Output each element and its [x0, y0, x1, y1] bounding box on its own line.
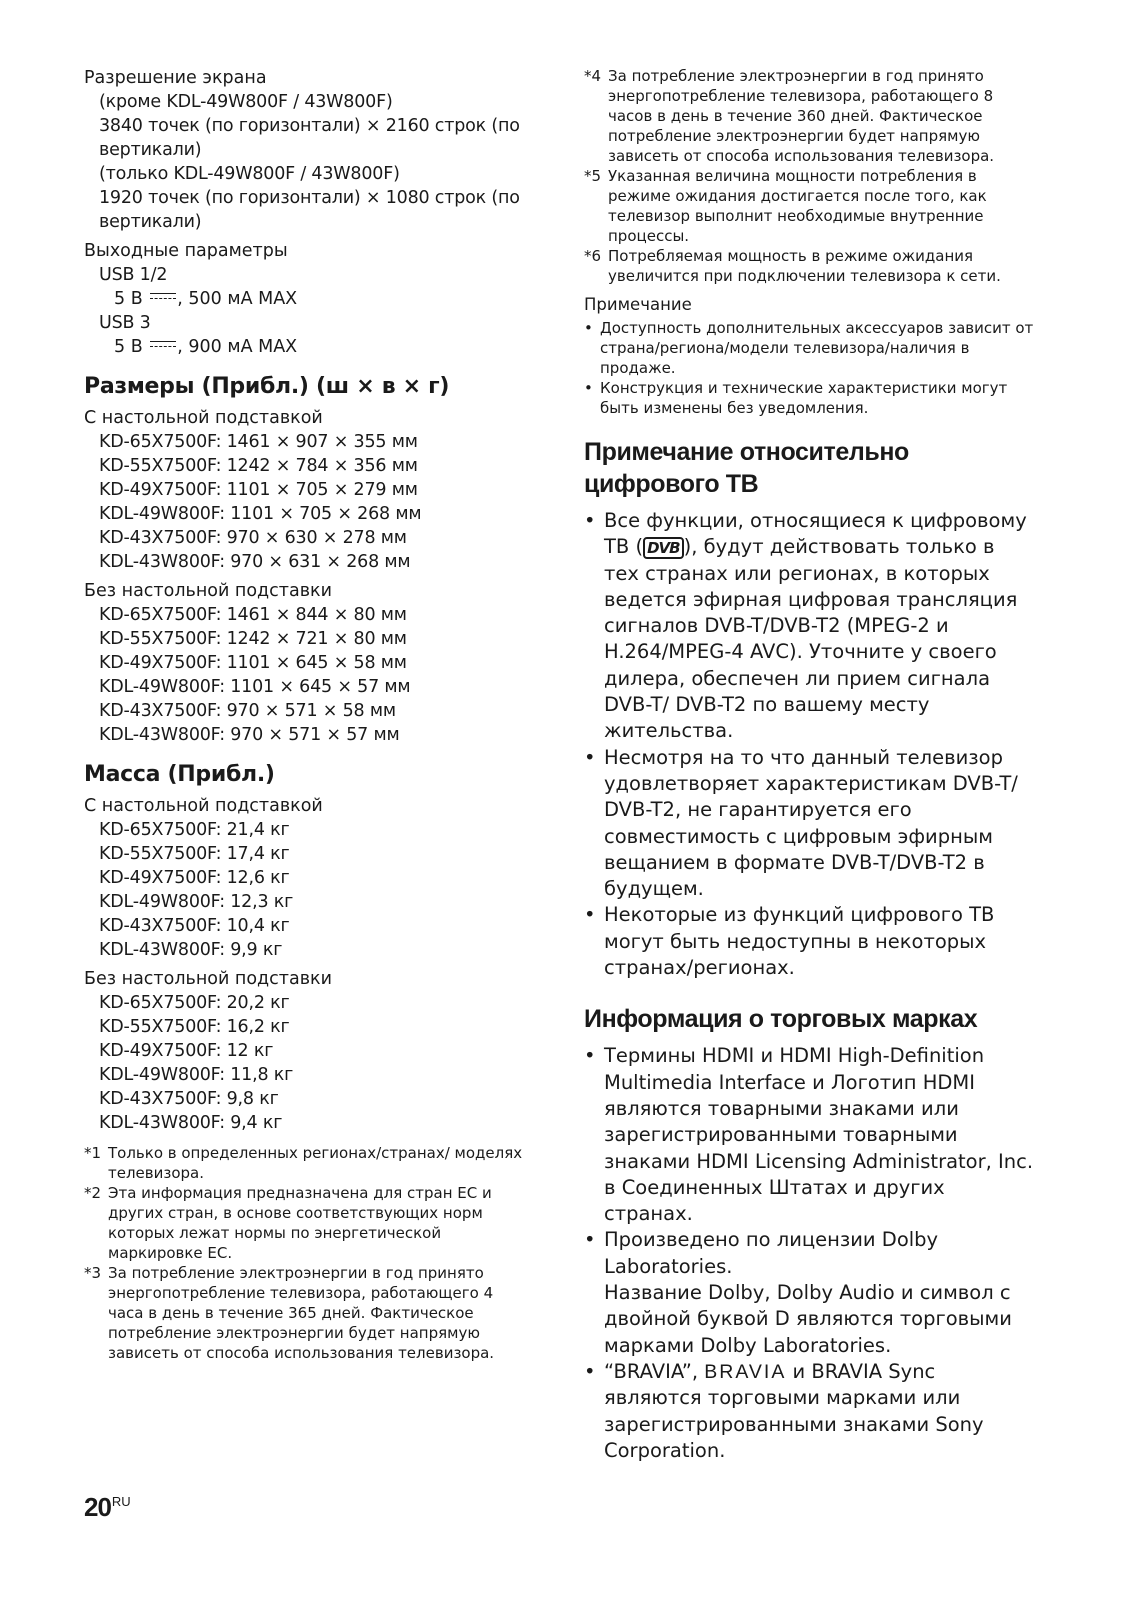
- bullet-icon: •: [584, 745, 596, 769]
- dimension-item: KD-55X7500F: 1242 × 784 × 356 мм: [99, 456, 418, 476]
- dimension-item: KDL-49W800F: 1101 × 645 × 57 мм: [99, 677, 411, 697]
- usb12-current: , 500 мА MAX: [177, 289, 298, 309]
- dimension-item: KD-43X7500F: 970 × 571 × 58 мм: [99, 701, 396, 721]
- mass-item: KD-43X7500F: 9,8 кг: [99, 1089, 279, 1109]
- dc-symbol-icon: [150, 293, 176, 301]
- trademark-text: Термины HDMI и HDMI High-Definition Multimedia Interface и Логотип HDMI являются товарными знаками или зарегистрированными товарными знаками HDMI Licensing Administrator, Inc. в Соединенных Штатах и других странах.: [604, 1044, 1034, 1226]
- footnote: [584, 166, 1034, 246]
- trademarks-heading: Информация о торговых марках: [584, 1005, 978, 1034]
- note-item: [584, 378, 1034, 418]
- footnote-text: За потребление электроэнергии в год принято энергопотребление телевизора, работающего 8 часов в день в течение 360 дней. Фактическое потребление электроэнергии будет напрямую зависеть от способа использования телевизора.: [608, 67, 995, 165]
- note-text: Конструкция и технические характеристики могут быть изменены без уведомления.: [600, 379, 1008, 417]
- footnote-mark: *4: [584, 67, 602, 85]
- usb3-value: [84, 335, 524, 359]
- digital-tv-text: Некоторые из функций цифрового ТВ могут быть недоступны в некоторых странах/регионах.: [604, 903, 995, 980]
- digital-tv-item: [584, 745, 1034, 903]
- mass-item: KD-49X7500F: 12 кг: [99, 1041, 274, 1061]
- trademark-item: [584, 1043, 1034, 1227]
- mass-item: KDL-49W800F: 12,3 кг: [99, 892, 294, 912]
- dimension-item: KD-65X7500F: 1461 × 907 × 355 мм: [99, 432, 418, 452]
- bravia-logo: BRAVIA: [704, 1360, 787, 1383]
- bullet-icon: •: [584, 509, 596, 532]
- resolution-line: 1920 точек (по горизонтали) × 1080 строк (по вертикали): [99, 188, 520, 232]
- trademark-text: и BRAVIA Sync являются торговыми марками или зарегистрированными знаками Sony Corporation.: [604, 1359, 984, 1462]
- trademark-text: “BRAVIA”,: [604, 1359, 699, 1383]
- footnotes-left: [84, 1143, 524, 1363]
- mass-item: KD-49X7500F: 12,6 кг: [99, 868, 290, 888]
- footnote: [84, 1143, 524, 1183]
- footnote-mark: *5: [584, 167, 602, 185]
- dimensions-without-stand: [84, 579, 524, 747]
- footnote-mark: *6: [584, 247, 602, 265]
- resolution-section: [84, 66, 524, 234]
- digital-tv-text: Все функции, относящиеся к цифровому ТВ (: [604, 509, 1027, 559]
- bullet-icon: •: [584, 1228, 596, 1252]
- resolution-line: (кроме KDL-49W800F / 43W800F): [99, 92, 393, 112]
- usb12-volt: 5 В: [114, 289, 143, 309]
- trademark-text: Название Dolby, Dolby Audio и символ с двойной буквой D являются торговыми марками Dolby Laboratories.: [604, 1281, 1012, 1357]
- digital-tv-item: [584, 508, 1034, 745]
- page-number: [84, 1492, 131, 1523]
- footnote-text: Указанная величина мощности потребления в режиме ожидания достигается после того, как телевизор выполнит необходимые внутренние процессы.: [608, 167, 987, 245]
- note-title: Примечание: [584, 295, 692, 314]
- footnote-text: Эта информация предназначена для стран ЕС и других стран, в основе соответствующих норм которых лежат нормы по энергетической маркировке ЕС.: [108, 1184, 492, 1262]
- dimension-item: KD-49X7500F: 1101 × 705 × 279 мм: [99, 480, 418, 500]
- resolution-line: (только KDL-49W800F / 43W800F): [99, 164, 400, 184]
- bullet-icon: •: [584, 379, 593, 397]
- usb12-value: [84, 287, 524, 311]
- resolution-label: Разрешение экрана: [84, 68, 267, 88]
- bullet-icon: •: [584, 903, 596, 927]
- mass-item: KDL-43W800F: 9,4 кг: [99, 1113, 283, 1133]
- digital-tv-item: [584, 902, 1034, 981]
- footnote-text: Только в определенных регионах/странах/ моделях телевизора.: [108, 1144, 523, 1182]
- footnote-mark: *2: [84, 1184, 102, 1202]
- mass-item: KD-55X7500F: 17,4 кг: [99, 844, 290, 864]
- left-column: [84, 66, 524, 1363]
- mass-item: KD-55X7500F: 16,2 кг: [99, 1017, 290, 1037]
- note-item: [584, 318, 1034, 378]
- dimension-item: KDL-43W800F: 970 × 571 × 57 мм: [99, 725, 400, 745]
- footnote: [84, 1263, 524, 1363]
- usb12-label: USB 1/2: [99, 265, 168, 285]
- usb3-current: , 900 мА MAX: [177, 337, 298, 357]
- page-language: RU: [111, 1494, 131, 1510]
- dvb-logo: DVB: [643, 537, 684, 559]
- digital-tv-text: ), будут действовать только в тех странах или регионах, в которых ведется эфирная цифровая трансляция сигналов DVB-T/DVB-T2 (MPEG-2 и H.264/MPEG-4 AVC). Уточните у своего дилера, обеспечен ли прием сигнала DVB-T/ DVB-T2 по вашему месту жительства.: [604, 535, 1018, 743]
- right-column: [584, 66, 1034, 1464]
- footnote: [584, 246, 1034, 286]
- trademark-item: [584, 1227, 1034, 1358]
- dc-symbol-icon: [150, 341, 176, 349]
- bullet-icon: •: [584, 319, 593, 337]
- mass-item: KD-65X7500F: 21,4 кг: [99, 820, 290, 840]
- footnote-mark: *1: [84, 1144, 102, 1162]
- footnote: [84, 1183, 524, 1263]
- footnote-mark: *3: [84, 1264, 102, 1282]
- footnote-text: Потребляемая мощность в режиме ожидания увеличится при подключении телевизора к сети.: [608, 247, 1001, 285]
- note-section: [584, 294, 1034, 418]
- dimensions-with-stand-label: С настольной подставкой: [84, 408, 323, 428]
- dimension-item: KD-49X7500F: 1101 × 645 × 58 мм: [99, 653, 407, 673]
- mass-with-stand-label: С настольной подставкой: [84, 796, 323, 816]
- dimension-item: KD-43X7500F: 970 × 630 × 278 мм: [99, 528, 407, 548]
- dimension-item: KD-65X7500F: 1461 × 844 × 80 мм: [99, 605, 407, 625]
- page-number-value: 20: [84, 1492, 111, 1522]
- dimensions-with-stand: [84, 406, 524, 574]
- usb3-label: USB 3: [99, 313, 151, 333]
- output-label: Выходные параметры: [84, 241, 288, 261]
- usb3-volt: 5 В: [114, 337, 143, 357]
- bullet-icon: •: [584, 1359, 596, 1383]
- mass-item: KD-65X7500F: 20,2 кг: [99, 993, 290, 1013]
- digital-tv-text: Несмотря на то что данный телевизор удовлетворяет характеристикам DVB-T/ DVB-T2, не гарантируется его совместимость с цифровым эфирным вещанием в формате DVB-T/DVB-T2 в будущем.: [604, 745, 1018, 901]
- dimensions-heading: Размеры (Прибл.) (ш × в × г): [84, 374, 450, 399]
- trademark-item: [584, 1359, 1034, 1464]
- digital-tv-heading: Примечание относительно цифрового ТВ: [584, 438, 909, 498]
- digital-tv-section: [584, 508, 1034, 981]
- mass-with-stand: [84, 794, 524, 962]
- output-section: [84, 239, 524, 359]
- mass-without-stand: [84, 967, 524, 1135]
- dimension-item: KDL-43W800F: 970 × 631 × 268 мм: [99, 552, 411, 572]
- trademark-text: Произведено по лицензии Dolby Laboratories.: [604, 1228, 939, 1278]
- note-text: Доступность дополнительных аксессуаров зависит от страна/региона/модели телевизора/наличия в продаже.: [600, 319, 1034, 377]
- mass-heading: Масса (Прибл.): [84, 762, 275, 787]
- trademarks-section: [584, 1043, 1034, 1464]
- dimension-item: KD-55X7500F: 1242 × 721 × 80 мм: [99, 629, 407, 649]
- footnote-text: За потребление электроэнергии в год принято энергопотребление телевизора, работающего 4 часа в день в течение 365 дней. Фактическое потребление электроэнергии будет напрямую зависеть от способа использования телевизора.: [108, 1264, 495, 1362]
- mass-item: KDL-49W800F: 11,8 кг: [99, 1065, 294, 1085]
- mass-item: KDL-43W800F: 9,9 кг: [99, 940, 283, 960]
- dimensions-without-stand-label: Без настольной подставки: [84, 581, 332, 601]
- footnotes-right: [584, 66, 1034, 286]
- mass-without-stand-label: Без настольной подставки: [84, 969, 332, 989]
- footnote: [584, 66, 1034, 166]
- resolution-line: 3840 точек (по горизонтали) × 2160 строк (по вертикали): [99, 116, 520, 160]
- mass-item: KD-43X7500F: 10,4 кг: [99, 916, 290, 936]
- bullet-icon: •: [584, 1044, 596, 1068]
- dimension-item: KDL-49W800F: 1101 × 705 × 268 мм: [99, 504, 422, 524]
